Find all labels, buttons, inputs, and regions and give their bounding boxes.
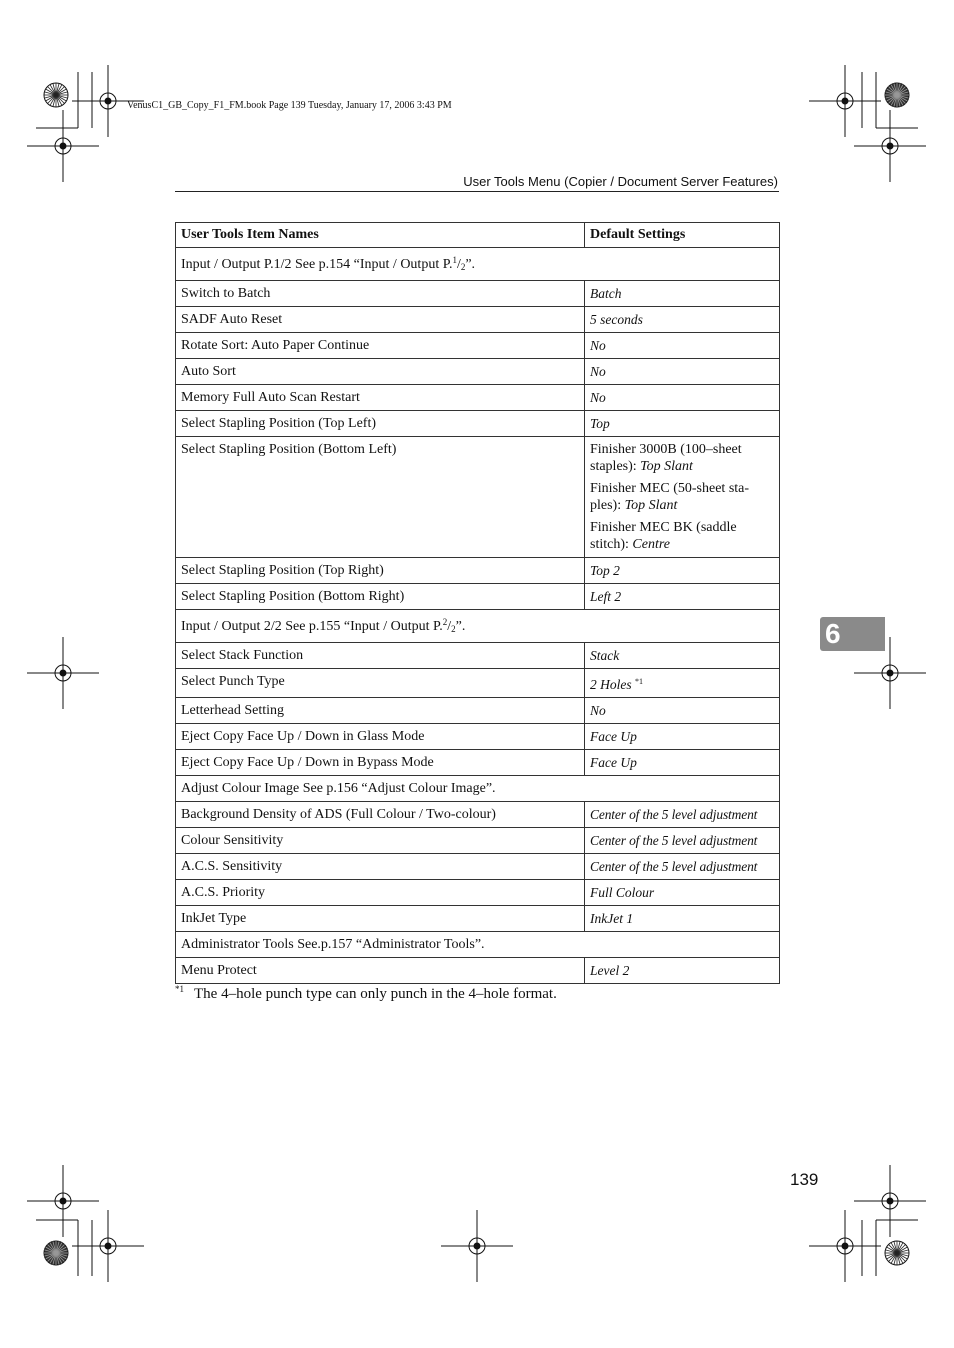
- punch-default-text: 2 Holes: [590, 677, 635, 692]
- item-name: Select Stapling Position (Top Left): [176, 411, 585, 437]
- item-name: A.C.S. Sensitivity: [176, 854, 585, 880]
- section-cell: Administrator Tools See.p.157 “Administrator Tools”.: [176, 932, 780, 958]
- item-name: Switch to Batch: [176, 281, 585, 307]
- item-name: SADF Auto Reset: [176, 307, 585, 333]
- default-value: No: [585, 385, 780, 411]
- item-name: InkJet Type: [176, 906, 585, 932]
- registration-target-dot: [887, 1198, 893, 1204]
- line-value: Centre: [632, 537, 670, 552]
- fraction-den: 2: [451, 624, 456, 634]
- default-value: Center of the 5 level adjustment: [585, 828, 780, 854]
- default-value: Level 2: [585, 958, 780, 984]
- registration-target-dot: [842, 1243, 848, 1249]
- footnote-mark: *1: [175, 984, 184, 994]
- registration-target-dot: [474, 1243, 480, 1249]
- item-name: Eject Copy Face Up / Down in Glass Mode: [176, 724, 585, 750]
- default-value: No: [585, 359, 780, 385]
- default-value: Face Up: [585, 724, 780, 750]
- item-name: Select Stack Function: [176, 643, 585, 669]
- line-value: Top Slant: [640, 459, 693, 474]
- default-value: Top 2: [585, 558, 780, 584]
- default-value: Left 2: [585, 584, 780, 610]
- default-value: 5 seconds: [585, 307, 780, 333]
- page-number: 139: [790, 1170, 819, 1189]
- column-header-item-names: User Tools Item Names: [176, 223, 585, 248]
- default-value: Stack: [585, 643, 780, 669]
- default-value: No: [585, 698, 780, 724]
- registration-target-dot: [105, 1243, 111, 1249]
- item-name: Select Stapling Position (Top Right): [176, 558, 585, 584]
- fraction-num: 1: [452, 255, 457, 265]
- default-value: Top: [585, 411, 780, 437]
- item-name: Rotate Sort: Auto Paper Continue: [176, 333, 585, 359]
- footnote-ref: *1: [635, 677, 643, 686]
- chapter-number: 6: [825, 618, 841, 649]
- registration-target-dot: [105, 98, 111, 104]
- line-prefix: Finisher 3000B (100–sheet staples):: [590, 442, 742, 474]
- line-value: Top Slant: [624, 498, 678, 513]
- section-text-end: ”.: [465, 257, 476, 272]
- item-name: Memory Full Auto Scan Restart: [176, 385, 585, 411]
- fraction-slash: /: [456, 257, 461, 272]
- registration-target-dot: [60, 1198, 66, 1204]
- default-value: Center of the 5 level adjustment: [585, 802, 780, 828]
- default-value: Full Colour: [585, 880, 780, 906]
- item-name: Letterhead Setting: [176, 698, 585, 724]
- item-name: Background Density of ADS (Full Colour / Two-colour): [176, 802, 585, 828]
- registration-target-dot: [887, 143, 893, 149]
- section-text: Input / Output P.1/2 See p.154 “Input / Output P.: [181, 257, 453, 272]
- running-head: User Tools Menu (Copier / Document Server Features): [463, 174, 778, 189]
- item-name: Eject Copy Face Up / Down in Bypass Mode: [176, 750, 585, 776]
- print-info-line: VenusC1_GB_Copy_F1_FM.book Page 139 Tuesday, January 17, 2006 3:43 PM: [127, 100, 452, 111]
- registration-target-dot: [842, 98, 848, 104]
- line-prefix: Finisher MEC BK (saddle stitch):: [590, 520, 737, 552]
- registration-target-dot: [60, 670, 66, 676]
- registration-target-dot: [60, 143, 66, 149]
- line-prefix: Finisher MEC (50-sheet sta-ples):: [590, 481, 750, 513]
- item-name: Select Stapling Position (Bottom Left): [176, 437, 585, 558]
- item-name: Colour Sensitivity: [176, 828, 585, 854]
- default-value: Batch: [585, 281, 780, 307]
- item-name: Auto Sort: [176, 359, 585, 385]
- footnote-text: The 4–hole punch type can only punch in the 4–hole format.: [194, 986, 557, 1002]
- section-text: Input / Output 2/2 See p.155 “Input / Output P.: [181, 619, 443, 634]
- fraction-den: 2: [460, 262, 466, 272]
- item-name: Select Punch Type: [176, 669, 585, 698]
- item-name: A.C.S. Priority: [176, 880, 585, 906]
- default-value: Center of the 5 level adjustment: [585, 854, 780, 880]
- section-text-end: ”.: [455, 619, 466, 634]
- column-header-default-settings: Default Settings: [585, 223, 780, 248]
- registration-target-dot: [887, 670, 893, 676]
- item-name: Select Stapling Position (Bottom Right): [176, 584, 585, 610]
- default-value: Face Up: [585, 750, 780, 776]
- default-value: No: [585, 333, 780, 359]
- default-value: InkJet 1: [585, 906, 780, 932]
- section-cell: Adjust Colour Image See p.156 “Adjust Colour Image”.: [176, 776, 780, 802]
- fraction-num: 2: [442, 617, 448, 627]
- item-name: Menu Protect: [176, 958, 585, 984]
- fraction-slash: /: [447, 619, 452, 634]
